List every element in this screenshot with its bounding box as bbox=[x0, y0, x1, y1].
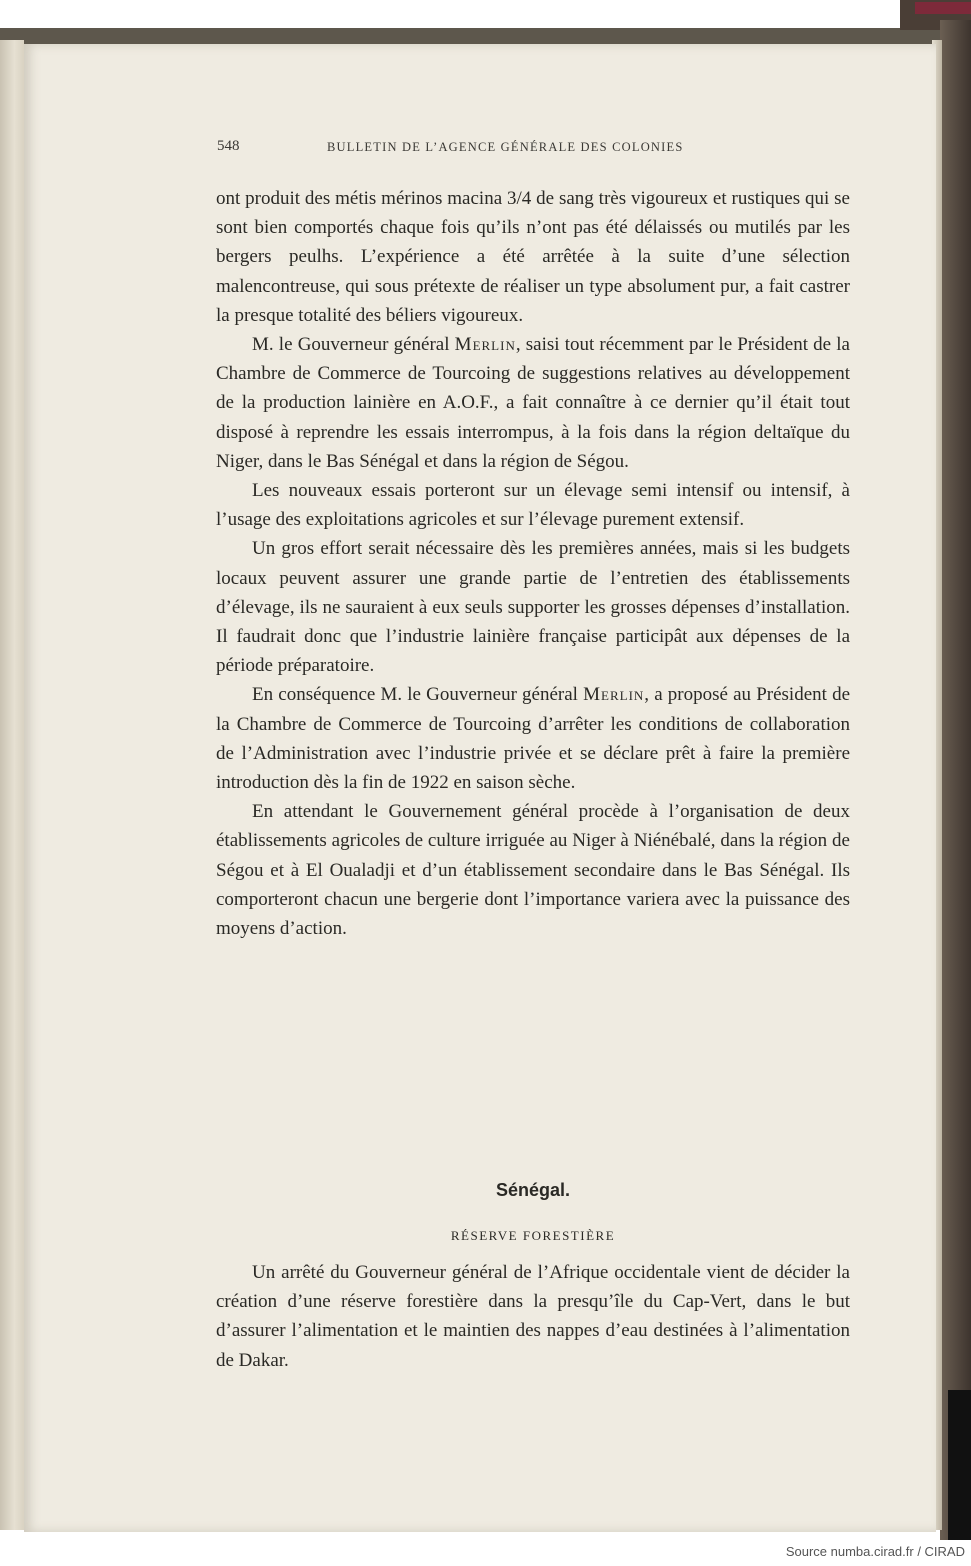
paragraph-5-end: , a proposé au Président de la Chambre de Commerce de Tourcoing d’arrêter les conditions de collaboration de l’Administration avec l’industrie privée et se déclare prêt à faire la première introduction dès la fin de 1922 en saison sèche. bbox=[216, 684, 851, 794]
running-header bbox=[217, 138, 847, 162]
section-subheading: RÉSERVE FORESTIÈRE bbox=[450, 1228, 616, 1243]
paragraph-4: Un gros effort serait nécessaire dès les premières années, mais si les budgets locaux peuvent assurer une grande partie de l’entretien des établissements d’élevage, ils ne sauraient à eux seuls supporter les grosses dépenses d’installation. Il faudrait donc que l’industrie lainière française participât aux dépenses de la période préparatoire. bbox=[216, 538, 850, 677]
source-credit: Source numba.cirad.fr / CIRAD bbox=[785, 1544, 965, 1559]
page-stack-left bbox=[0, 40, 24, 1530]
paragraph-2-end: , saisi tout récemment par le Président de la Chambre de Commerce de Tourcoing de suggestions relatives au développement de la production lainière en A.O.F., a fait connaître à ce dernier qu’il était tout disposé à reprendre les essais interrompus, à la fois dans la région deltaïque du Niger, dans le Bas Sénégal et dans la région de Ségou. bbox=[216, 334, 850, 472]
paragraph-6: En attendant le Gouvernement général procède à l’organisation de deux établissements agricoles de culture irriguée au Niger à Niénébalé, dans la région de Ségou et à El Oualadji et d’un établissement secondaire dans le Bas Sénégal. Ils comporteront chacun une bergerie dont l’importance variera avec la puissance des moyens d’action. bbox=[216, 801, 850, 940]
person-name: Merlin bbox=[454, 334, 516, 356]
body-text bbox=[216, 184, 850, 943]
paragraph-1: ont produit des métis mérinos macina 3/4 de sang très vigoureux et rustiques qui se sont bien comportés chaque fois qu’ils n’ont pas été délaissés ou mutilés par les bergers peulhs. L’expérience a été arrêtée à la suite d’une sélection malencontreuse, qui sous prétexte de réaliser un type absolument pur, a fait castrer la presque totalité des béliers vigoureux. bbox=[216, 188, 850, 326]
section-paragraph-1: Un arrêté du Gouverneur général de l’Afrique occidentale vient de décider la création d’une réserve forestière dans la presqu’île du Cap-Vert, dans le but d’assurer l’alimentation et le maintien des nappes d’eau destinées à l’alimentation de Dakar. bbox=[216, 1262, 850, 1371]
paragraph-3: Les nouveaux essais porteront sur un élevage semi intensif ou intensif, à l’usage des exploitations agricoles et sur l’élevage purement extensif. bbox=[216, 480, 850, 531]
person-name: Merlin bbox=[583, 684, 645, 706]
page-number: 548 bbox=[217, 138, 240, 154]
book-spine-right bbox=[940, 20, 971, 1540]
paragraph-2 bbox=[216, 330, 850, 476]
running-title: BULLETIN DE L’AGENCE GÉNÉRALE DES COLONIES bbox=[327, 140, 684, 154]
section-heading: Sénégal. bbox=[495, 1180, 571, 1200]
paragraph-5-start: En conséquence M. le Gouverneur général bbox=[252, 684, 584, 706]
book-shadow-right bbox=[948, 1390, 971, 1540]
paragraph-5 bbox=[216, 680, 850, 797]
section-text bbox=[216, 1258, 850, 1375]
paragraph-2-start: M. le Gouverneur général bbox=[252, 334, 455, 356]
book-ribbon bbox=[915, 2, 971, 14]
